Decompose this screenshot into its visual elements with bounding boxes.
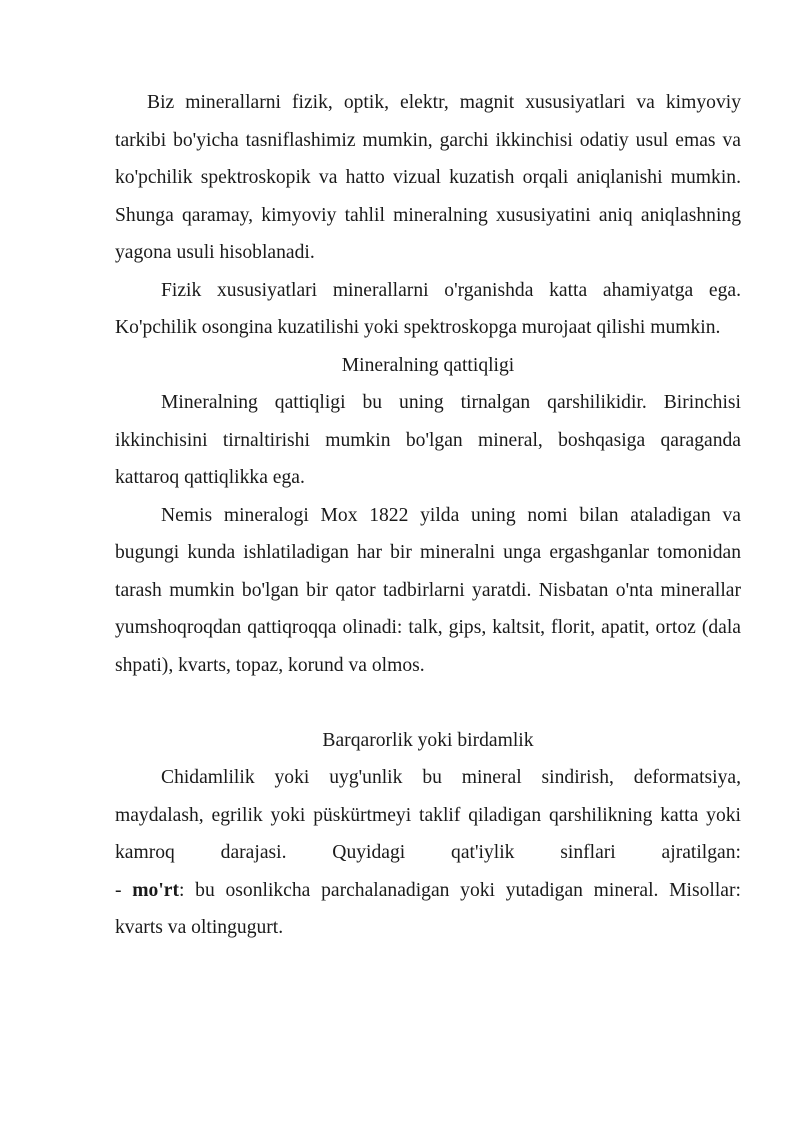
term-brittle: mo'rt [132, 879, 180, 901]
blank-line [115, 684, 741, 722]
paragraph-classification: Biz minerallarni fizik, optik, elektr, magnit xususiyatlari va kimyoviy tarkibi bo'yicha tasniflashimiz mumkin, garchi ikkinchisi odatiy usul emas va ko'pchilik spektroskopik va hatto vizual kuzatish orqali aniqlanishi mumkin. Shunga qaramay, kimyoviy tahlil mineralning xususiyatini aniq aniqlashning yagona usuli hisoblanadi. [115, 92, 741, 263]
document-page [115, 84, 741, 947]
brittle-description: : bu osonlikcha parchalanadigan yoki yutadigan mineral. Misollar: kvarts va oltingugurt. [115, 879, 741, 938]
paragraph-hardness-definition: Mineralning qattiqligi bu uning tirnalgan qarshilikidir. Birinchisi ikkinchisini tirnaltirishi mumkin bo'lgan mineral, boshqasiga qaraganda kattaroq qattiqlikka ega. [115, 392, 741, 488]
list-dash: - [115, 879, 133, 901]
heading-tenacity: Barqarorlik yoki birdamlik [322, 729, 534, 751]
heading-hardness: Mineralning qattiqligi [341, 354, 515, 376]
paragraph-brittle [115, 872, 741, 947]
paragraph-tenacity-definition [115, 759, 741, 872]
tenacity-text: Chidamlilik yoki uyg'unlik bu mineral sindirish, deformatsiya, maydalash, egrilik yoki püskürtmeyi taklif qiladigan qarshilikning katta yoki kamroq darajasi. Quyidagi qat'iylik sinflari ajratilgan: [115, 767, 741, 863]
paragraph-physical-properties: Fizik xususiyatlari minerallarni o'rganishda katta ahamiyatga ega. Ko'pchilik osongina kuzatilishi yoki spektroskopga murojaat qilishi mumkin. [115, 279, 741, 338]
paragraph-mohs-scale: Nemis mineralogi Mox 1822 yilda uning nomi bilan ataladigan va bugungi kunda ishlatiladigan har bir mineralni unga ergashganlar tomonidan tarash mumkin bo'lgan bir qator tadbirlarni yaratdi. Nisbatan o'nta minerallar yumshoqroqdan qattiqroqqa olinadi: talk, gips, kaltsit, florit, apatit, ortoz (dala shpati), kvarts, topaz, korund va olmos. [115, 504, 741, 676]
